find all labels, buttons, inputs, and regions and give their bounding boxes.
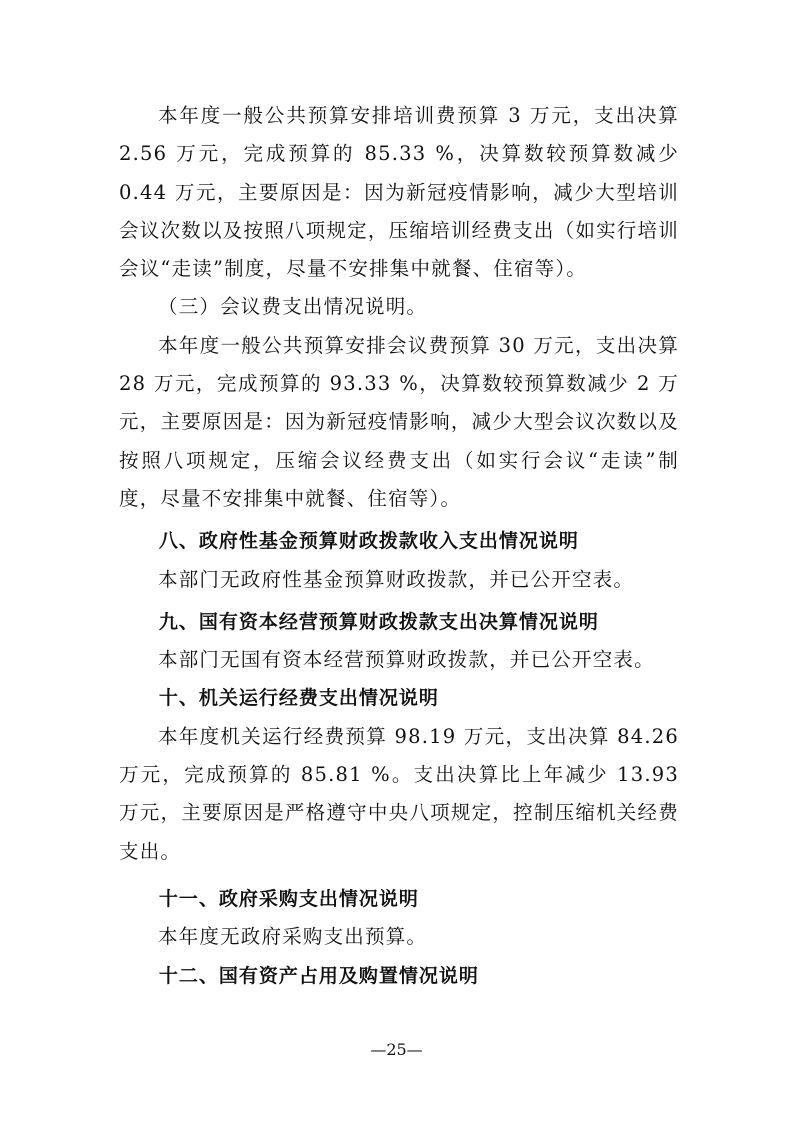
section-11-heading: 十一、政府采购支出情况说明: [158, 887, 419, 910]
section-9-heading: 九、国有资本经营预算财政拨款支出决算情况说明: [158, 610, 599, 633]
page-content: [119, 97, 679, 995]
section-10-paragraph: 本年度机关运行经费预算 98.19 万元，支出决算 84.26 万元，完成预算的 85.81 %。支出决算比上年减少 13.93 万元，主要原因是严格遵守中央八项规定，控制压缩机关经费支出。: [119, 724, 679, 863]
section-10-heading: 十、机关运行经费支出情况说明: [158, 687, 439, 710]
meeting-expense-paragraph: 本年度一般公共预算安排会议费预算 30 万元，支出决算 28 万元，完成预算的 93.33 %，决算数较预算数减少 2 万元，主要原因是：因为新冠疫情影响，减少大型会议次数以及按照八项规定，压缩会议经费支出（如实行会议“走读”制度，尽量不安排集中就餐、住宿等）。: [119, 333, 679, 510]
section-11-paragraph: 本年度无政府采购支出预算。: [158, 925, 428, 949]
section-8-heading: 八、政府性基金预算财政拨款收入支出情况说明: [158, 530, 579, 553]
section-9-paragraph: 本部门无国有资本经营预算财政拨款，并已公开空表。: [158, 648, 655, 672]
section-12-heading: 十二、国有资产占用及购置情况说明: [158, 964, 479, 987]
training-expense-paragraph: 本年度一般公共预算安排培训费预算 3 万元，支出决算 2.56 万元，完成预算的 85.33 %，决算数较预算数减少 0.44 万元，主要原因是：因为新冠疫情影响，减少大型培训会议次数以及按照八项规定，压缩培训经费支出（如实行培训会议“走读”制度，尽量不安排集中就餐、住宿等）。: [119, 104, 679, 281]
section-8-paragraph: 本部门无政府性基金预算财政拨款，并已公开空表。: [158, 567, 635, 591]
page-number: —25—: [370, 1040, 423, 1059]
meeting-expense-heading: （三）会议费支出情况说明。: [158, 295, 428, 319]
